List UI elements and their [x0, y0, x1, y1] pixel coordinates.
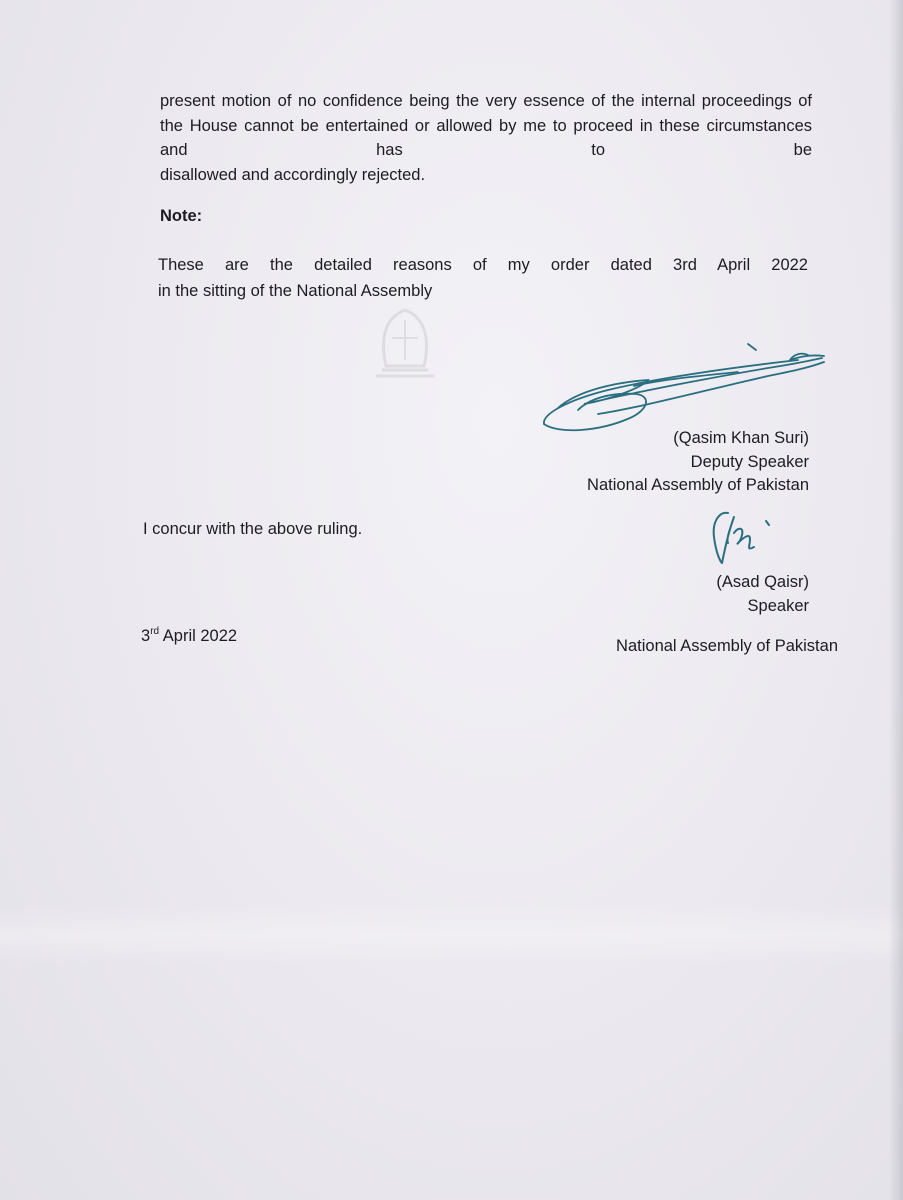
- deputy-speaker-name: (Qasim Khan Suri): [673, 429, 809, 447]
- date-month-year: April 2022: [159, 627, 238, 645]
- date-day: 3: [141, 627, 151, 645]
- speaker-name: (Asad Qaisr): [716, 573, 809, 591]
- paper-fold-shading: [0, 905, 903, 965]
- speaker-organization: National Assembly of Pakistan: [616, 637, 838, 655]
- note-paragraph: These are the detailed reasons of my order dated 3rd April 2022: [158, 256, 808, 274]
- deputy-speaker-signature-icon: [538, 338, 828, 438]
- ruling-paragraph: present motion of no confidence being the very essence of the internal proceedings of the House cannot be entertained or allowed by me to proceed in these circumstances and has to be: [160, 92, 812, 159]
- concurrence-statement: I concur with the above ruling.: [143, 520, 363, 538]
- date-ordinal-suffix: rd: [150, 626, 160, 637]
- document-date: [141, 624, 237, 649]
- note-heading: Note:: [160, 207, 203, 225]
- seal-watermark-icon: [362, 300, 448, 382]
- ruling-paragraph-last-line: disallowed and accordingly rejected.: [160, 166, 426, 184]
- deputy-speaker-title: Deputy Speaker: [690, 453, 809, 471]
- paper-edge-shadow: [889, 0, 903, 1200]
- note-paragraph-last-line: in the sitting of the National Assembly: [158, 282, 433, 300]
- speaker-title: Speaker: [747, 597, 809, 615]
- deputy-speaker-organization: National Assembly of Pakistan: [587, 476, 809, 494]
- speaker-signature-icon: [706, 503, 782, 567]
